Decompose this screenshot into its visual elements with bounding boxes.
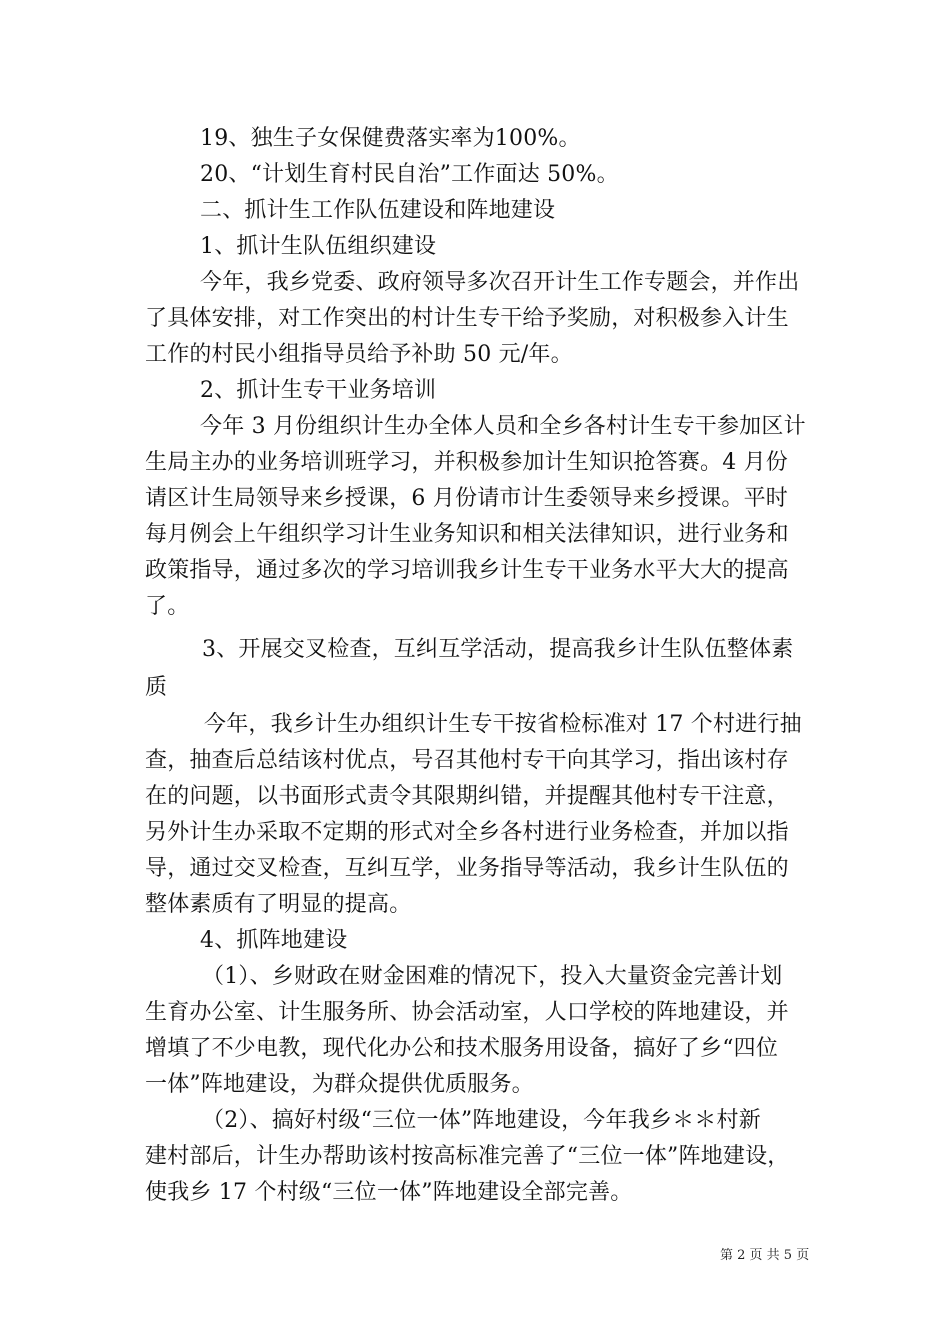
text-line-30: 使我乡 17 个村级“三位一体”阵地建设全部完善。 xyxy=(145,1180,633,1205)
text-line-27: 一体”阵地建设，为群众提供优质服务。 xyxy=(145,1072,534,1097)
text-line-17: 今年，我乡计生办组织计生专干按省检标准对 17 个村进行抽 xyxy=(204,712,802,737)
text-line-29: 建村部后，计生办帮助该村按高标准完善了“三位一体”阵地建设， xyxy=(145,1144,790,1169)
page-number: 第 2 页 共 5 页 xyxy=(720,1248,810,1263)
text-line-26: 增填了不少电教，现代化办公和技术服务用设备，搞好了乡“四位 xyxy=(145,1036,779,1061)
text-line-1: 19、独生子女保健费落实率为100%。 xyxy=(200,126,581,151)
text-line-22: 整体素质有了明显的提高。 xyxy=(145,892,412,917)
text-line-5: 今年，我乡党委、政府领导多次召开计生工作专题会，并作出 xyxy=(200,270,800,295)
text-line-18: 查，抽查后总结该村优点，号召其他村专干向其学习，指出该村存 xyxy=(145,748,789,773)
text-line-12: 每月例会上午组织学习计生业务知识和相关法律知识，进行业务和 xyxy=(145,522,789,547)
text-line-24: （1）、乡财政在财金困难的情况下，投入大量资金完善计划 xyxy=(202,964,783,989)
text-line-11: 请区计生局领导来乡授课，6 月份请市计生委领导来乡授课。平时 xyxy=(145,486,788,511)
section-heading: 二、抓计生工作队伍建设和阵地建设 xyxy=(200,198,556,223)
text-line-9: 今年 3 月份组织计生办全体人员和全乡各村计生专干参加区计 xyxy=(200,414,806,439)
text-line-21: 导，通过交叉检查，互纠互学，业务指导等活动，我乡计生队伍的 xyxy=(145,856,789,881)
text-line-10: 生局主办的业务培训班学习，并积极参加计生知识抢答赛。4 月份 xyxy=(145,450,788,475)
text-line-14: 了。 xyxy=(145,594,190,619)
text-line-2: 20、“计划生育村民自治”工作面达 50%。 xyxy=(200,162,619,187)
text-line-13: 政策指导，通过多次的学习培训我乡计生专干业务水平大大的提高 xyxy=(145,558,789,583)
text-line-25: 生育办公室、计生服务所、协会活动室，人口学校的阵地建设，并 xyxy=(145,1000,789,1025)
text-line-16: 质 xyxy=(145,675,168,700)
subsection-heading-2: 2、抓计生专干业务培训 xyxy=(200,378,437,403)
subsection-heading-3: 3、开展交叉检查，互纠互学活动，提高我乡计生队伍整体素 xyxy=(202,637,794,662)
text-line-20: 另外计生办采取不定期的形式对全乡各村进行业务检查，并加以指 xyxy=(145,820,789,845)
text-line-28: （2）、搞好村级“三位一体”阵地建设，今年我乡＊＊村新 xyxy=(202,1108,761,1133)
text-line-19: 在的问题，以书面形式责令其限期纠错，并提醒其他村专干注意， xyxy=(145,784,789,809)
text-line-7: 工作的村民小组指导员给予补助 50 元/年。 xyxy=(145,342,573,367)
subsection-heading-4: 4、抓阵地建设 xyxy=(200,928,348,953)
subsection-heading-1: 1、抓计生队伍组织建设 xyxy=(200,234,437,259)
text-line-6: 了具体安排，对工作突出的村计生专干给予奖励，对积极参入计生 xyxy=(145,306,789,331)
